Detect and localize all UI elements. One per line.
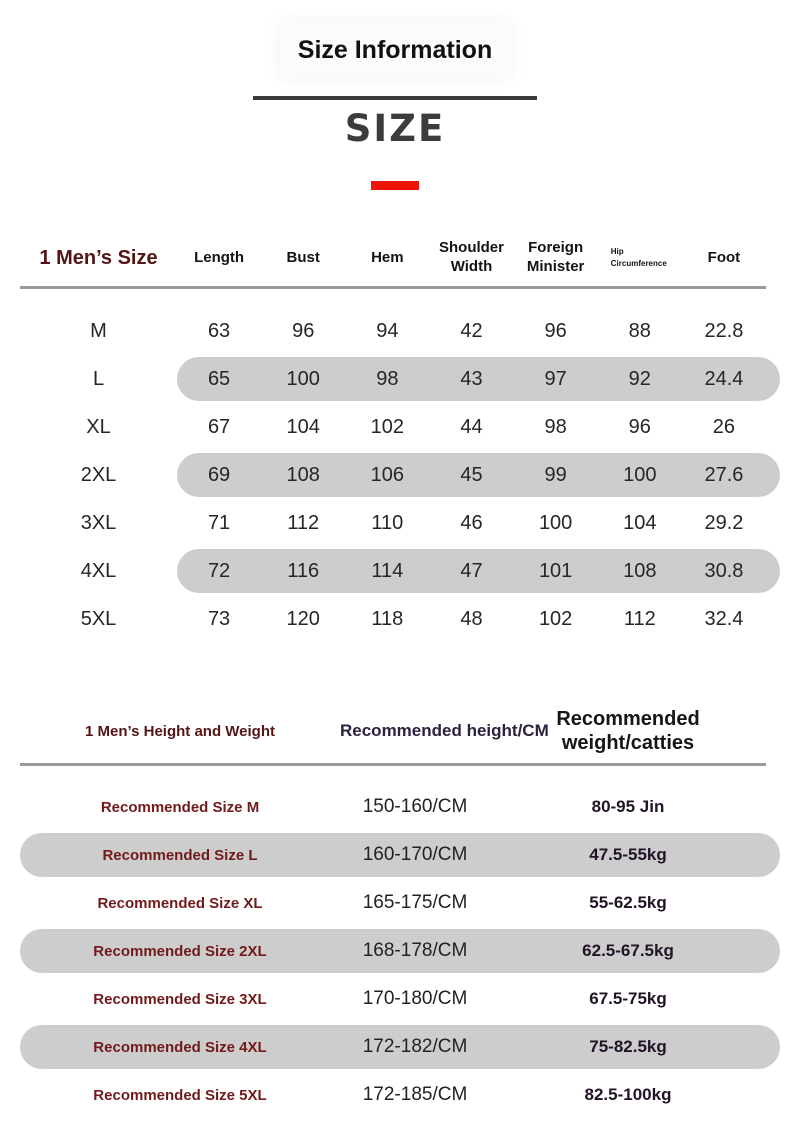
size-value: 98 [544, 415, 567, 438]
size-table-row [20, 451, 766, 499]
size-label: 4XL [80, 559, 117, 582]
height-weight-header [20, 699, 766, 763]
size-label: M [90, 319, 107, 342]
size-value: 100 [286, 367, 320, 390]
size-value: 98 [376, 367, 399, 390]
size-table-row [20, 595, 766, 643]
height-weight-rows [20, 783, 766, 1119]
height-weight-row [20, 927, 766, 975]
recommended-height-value: 172-182/CM [362, 1036, 468, 1057]
size-table-rows [20, 307, 766, 643]
height-weight-row [20, 783, 766, 831]
col-foot: Foot [707, 248, 741, 266]
size-value: 73 [207, 607, 231, 630]
size-label: 3XL [80, 511, 117, 534]
recommended-height-value: 150-160/CM [362, 796, 468, 817]
recommended-weight-value: 55-62.5kg [589, 893, 667, 912]
col-bust: Bust [286, 248, 320, 266]
size-value: 102 [370, 415, 405, 438]
size-value: 110 [371, 511, 404, 534]
recommended-size-label: Recommended Size 5XL [93, 1086, 267, 1104]
size-value: 97 [544, 367, 567, 390]
size-value: 47 [460, 559, 483, 582]
size-value: 112 [287, 511, 320, 534]
col-foreign-minister: Foreign Minister [526, 239, 585, 275]
size-table-divider [20, 286, 766, 289]
height-weight-row [20, 1023, 766, 1071]
height-weight-row [20, 975, 766, 1023]
size-heading: SIZE [344, 107, 446, 150]
size-label: 5XL [80, 607, 117, 630]
recommended-weight-value: 47.5-55kg [589, 845, 667, 864]
col-hem: Hem [371, 248, 404, 266]
recommended-height-value: 165-175/CM [362, 892, 468, 913]
height-weight-row [20, 879, 766, 927]
recommended-height-value: 172-185/CM [362, 1084, 468, 1105]
recommended-size-label: Recommended Size XL [97, 894, 263, 912]
size-table-row [20, 355, 766, 403]
recommended-weight-value: 75-82.5kg [589, 1037, 667, 1056]
size-value: 26 [712, 415, 736, 438]
size-value: 102 [538, 607, 573, 630]
size-value: 114 [371, 559, 404, 582]
size-value: 96 [628, 415, 651, 438]
size-value: 101 [538, 559, 573, 582]
size-value: 48 [460, 607, 483, 630]
size-value: 46 [460, 511, 483, 534]
recommended-height-value: 170-180/CM [362, 988, 468, 1009]
page-title: Size Information [279, 22, 511, 78]
recommended-height-value: 168-178/CM [362, 940, 468, 961]
col-shoulder-width: Shoulder Width [438, 239, 504, 275]
height-weight-table [20, 699, 766, 1119]
size-value: 32.4 [704, 607, 744, 630]
size-value: 100 [538, 511, 573, 534]
size-table-row [20, 499, 766, 547]
size-value: 42 [460, 319, 483, 342]
col-recommended-height: Recommended height/CM [340, 721, 549, 740]
mens-size-table [20, 230, 766, 643]
size-label: 2XL [80, 463, 117, 486]
height-weight-row [20, 831, 766, 879]
size-value: 24.4 [704, 367, 744, 390]
recommended-size-label: Recommended Size 4XL [93, 1038, 267, 1056]
size-value: 30.8 [704, 559, 744, 582]
size-value: 69 [207, 463, 231, 486]
size-value: 27.6 [704, 463, 744, 486]
col-hip-circumference: Hip Circumference [610, 247, 667, 268]
size-value: 65 [207, 367, 231, 390]
size-value: 63 [207, 319, 231, 342]
size-value: 29.2 [704, 511, 744, 534]
recommended-weight-value: 82.5-100kg [584, 1085, 672, 1104]
height-weight-divider [20, 763, 766, 766]
recommended-weight-value: 80-95 Jin [591, 797, 665, 816]
title-divider [253, 96, 537, 100]
size-value: 71 [207, 511, 231, 534]
size-value: 99 [544, 463, 567, 486]
size-label: XL [86, 415, 111, 438]
size-table-row [20, 403, 766, 451]
size-value: 104 [623, 511, 657, 534]
size-value: 92 [628, 367, 651, 390]
size-value: 72 [207, 559, 231, 582]
red-accent-bar [371, 181, 419, 190]
height-weight-row [20, 1071, 766, 1119]
col-length: Length [194, 248, 245, 266]
recommended-weight-value: 62.5-67.5kg [582, 941, 674, 960]
size-table-row [20, 307, 766, 355]
size-value: 108 [623, 559, 657, 582]
size-table-title: 1 Men’s Size [39, 246, 158, 269]
recommended-size-label: Recommended Size 2XL [93, 942, 267, 960]
size-value: 106 [370, 463, 405, 486]
recommended-weight-value: 67.5-75kg [589, 989, 667, 1008]
size-table-header [20, 230, 766, 286]
size-value: 96 [544, 319, 567, 342]
size-value: 100 [623, 463, 657, 486]
size-value: 88 [628, 319, 651, 342]
size-value: 118 [371, 607, 404, 630]
size-value: 108 [286, 463, 320, 486]
size-value: 116 [287, 559, 320, 582]
size-value: 120 [286, 607, 320, 630]
height-weight-title: 1 Men’s Height and Weight [84, 722, 275, 740]
size-table-row [20, 547, 766, 595]
size-value: 22.8 [704, 319, 744, 342]
size-value: 94 [376, 319, 399, 342]
size-value: 112 [623, 607, 656, 630]
size-value: 45 [460, 463, 483, 486]
size-value: 96 [292, 319, 315, 342]
recommended-height-value: 160-170/CM [362, 844, 468, 865]
recommended-size-label: Recommended Size M [100, 798, 260, 816]
size-value: 44 [460, 415, 483, 438]
size-value: 43 [460, 367, 483, 390]
recommended-size-label: Recommended Size L [102, 846, 258, 864]
col-recommended-weight: Recommended weight/catties [556, 708, 700, 754]
size-value: 67 [207, 415, 231, 438]
size-value: 104 [286, 415, 320, 438]
recommended-size-label: Recommended Size 3XL [93, 990, 267, 1008]
size-label: L [92, 367, 105, 390]
